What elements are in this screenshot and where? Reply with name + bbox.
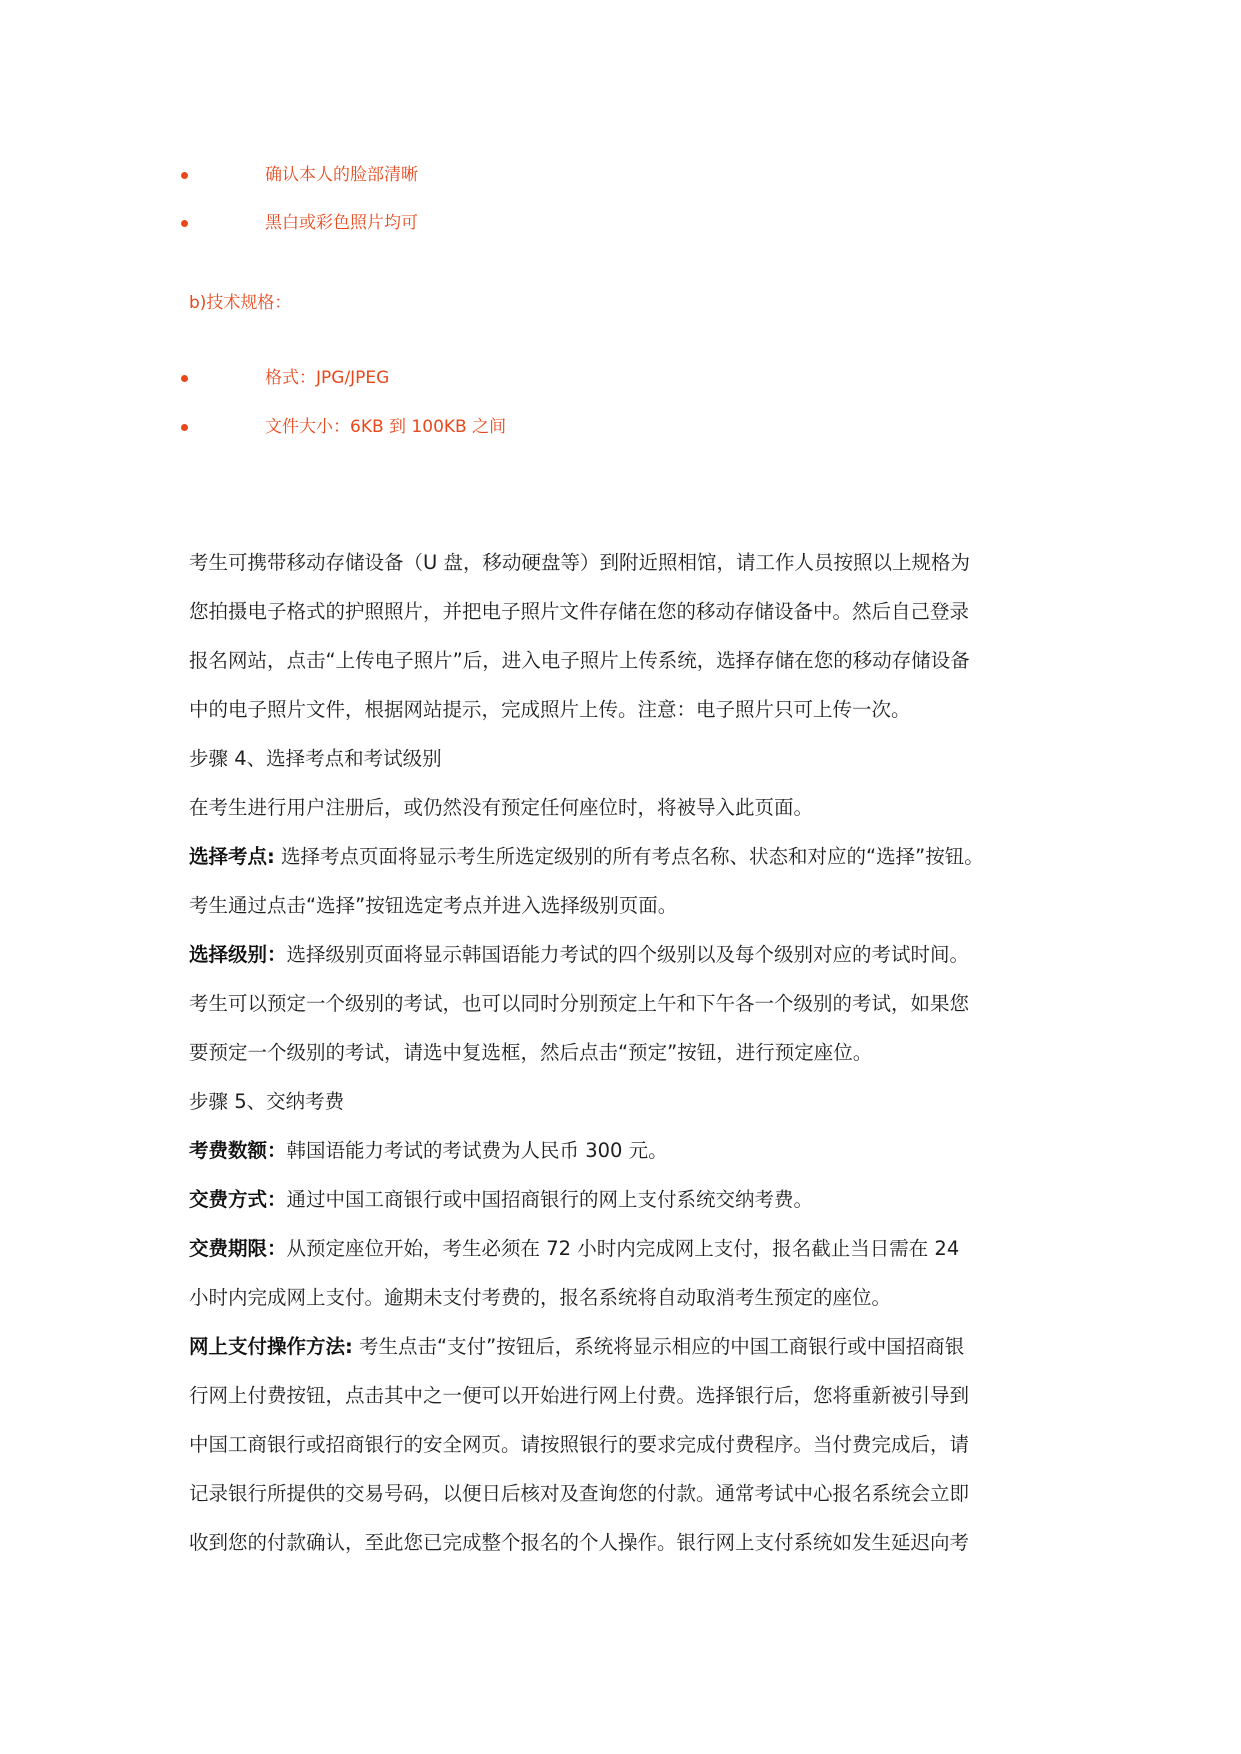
paragraph-line: 考生可携带移动存储设备（U 盘，移动硬盘等）到附近照相馆，请工作人员按照以上规格为 [189,551,970,574]
paragraph-line: 小时内完成网上支付。逾期未支付考费的，报名系统将自动取消考生预定的座位。 [189,1286,892,1309]
step-heading: 步骤 5、交纳考费 [189,1090,345,1113]
term-label: 交费期限： [189,1237,287,1260]
paragraph-line: 记录银行所提供的交易号码，以便日后核对及查询您的付款。通常考试中心报名系统会立即 [189,1482,970,1505]
term-text: 考生点击“支付”按钮后，系统将显示相应的中国工商银行或中国招商银 [352,1335,965,1358]
list-item [0,208,1241,238]
bullet-icon [181,220,188,227]
paragraph-line [189,1322,1061,1371]
paragraph-line: 中国工商银行或招商银行的安全网页。请按照银行的要求完成付费程序。当付费完成后，请 [189,1433,970,1456]
list-item [0,412,1241,442]
paragraph-line: 在考生进行用户注册后，或仍然没有预定任何座位时，将被导入此页面。 [189,796,814,819]
bullet-icon [181,424,188,431]
list-item [0,160,1241,190]
paragraph-line [189,832,1061,881]
term-label: 网上支付操作方法: [189,1335,353,1358]
paragraph-line: 考生可以预定一个级别的考试，也可以同时分别预定上午和下午各一个级别的考试，如果您 [189,992,970,1015]
list-item [0,363,1241,393]
paragraph-line: 考生通过点击“选择”按钮选定考点并进入选择级别页面。 [189,894,678,917]
list-item-text: 格式：JPG/JPEG [265,368,390,388]
step-heading: 步骤 4、选择考点和考试级别 [189,747,442,770]
bullet-icon [181,375,188,382]
term-label: 选择级别： [189,943,287,966]
paragraph-line [189,1224,1061,1273]
term-text: 从预定座位开始，考生必须在 72 小时内完成网上支付，报名截止当日需在 24 [286,1237,960,1260]
paragraph-line: 报名网站，点击“上传电子照片”后，进入电子照片上传系统，选择存储在您的移动存储设备 [189,649,970,672]
paragraph-line [189,1126,1061,1175]
term-text: 韩国语能力考试的考试费为人民币 300 元。 [286,1139,668,1162]
term-text: 通过中国工商银行或中国招商银行的网上支付系统交纳考费。 [286,1188,814,1211]
paragraph-line: 您拍摄电子格式的护照照片，并把电子照片文件存储在您的移动存储设备中。然后自己登录 [189,600,970,623]
paragraph-line: 行网上付费按钮，点击其中之一便可以开始进行网上付费。选择银行后，您将重新被引导到 [189,1384,970,1407]
bullet-icon [181,172,188,179]
term-label: 考费数额： [189,1139,287,1162]
body-text [189,538,1061,1567]
paragraph-line [189,1175,1061,1224]
paragraph-line: 中的电子照片文件，根据网站提示，完成照片上传。注意：电子照片只可上传一次。 [189,698,911,721]
paragraph-line: 收到您的付款确认，至此您已完成整个报名的个人操作。银行网上支付系统如发生延迟向考 [189,1531,970,1554]
paragraph-line: 要预定一个级别的考试，请选中复选框，然后点击“预定”按钮，进行预定座位。 [189,1041,873,1064]
tech-spec-heading: b)技术规格： [189,293,292,313]
term-label: 交费方式： [189,1188,287,1211]
term-label: 选择考点: [189,845,275,868]
term-text: 选择级别页面将显示韩国语能力考试的四个级别以及每个级别对应的考试时间。 [286,943,970,966]
list-item-text: 黑白或彩色照片均可 [265,213,418,233]
list-item-text: 文件大小：6KB 到 100KB 之间 [265,417,507,437]
term-text: 选择考点页面将显示考生所选定级别的所有考点名称、状态和对应的“选择”按钮。 [274,845,984,868]
list-item-text: 确认本人的脸部清晰 [265,165,418,185]
paragraph-line [189,930,1061,979]
